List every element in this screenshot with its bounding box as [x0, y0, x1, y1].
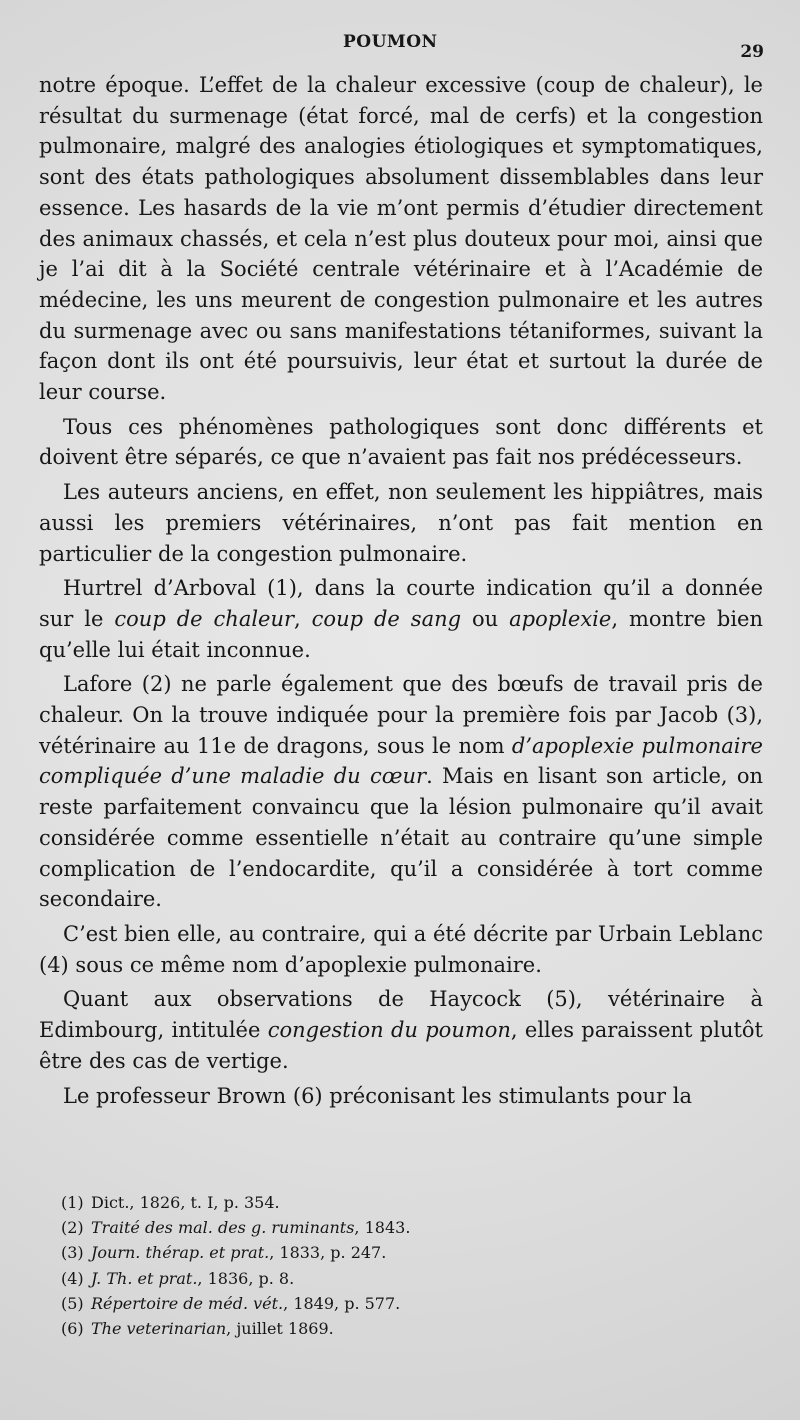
- page-number: 29: [740, 42, 764, 62]
- footnotes: [61, 1190, 761, 1341]
- footnote: [61, 1266, 761, 1291]
- footnote-title: Journ. thérap. et prat.: [91, 1243, 270, 1263]
- footnote-title: The veterinarian: [91, 1319, 227, 1339]
- text-run: ou: [461, 606, 510, 631]
- page-header: [0, 30, 800, 60]
- footnote-text: Dict., 1826, t. I, p. 354.: [91, 1193, 280, 1212]
- footnote-text: , juillet 1869.: [226, 1319, 334, 1339]
- italic-term: d’apoplexie pulmonaire compliquée d’une maladie du cœur: [39, 733, 763, 789]
- footnote-number: (6): [61, 1319, 84, 1339]
- text-run: Hurtrel d’Arboval (1), dans la courte indication qu’il a donnée sur le: [39, 576, 763, 631]
- text-run: , montre bien qu’elle lui était inconnue.: [39, 606, 763, 662]
- paragraph: [39, 573, 763, 665]
- footnote-title: Répertoire de méd. vét.: [91, 1293, 284, 1313]
- footnote: [61, 1215, 761, 1240]
- paragraph: Les auteurs anciens, en effet, non seulement les hippiâtres, mais aussi les premiers vétérinaires, n’ont pas fait mention en particulier de la congestion pulmonaire.: [39, 480, 763, 566]
- main-text: [39, 70, 763, 1115]
- footnote-title: J. Th. et prat.: [91, 1268, 198, 1288]
- footnote-number: (4): [61, 1268, 84, 1288]
- footnote-text: , 1849, p. 577.: [283, 1293, 401, 1313]
- footnote-number: (1): [61, 1193, 84, 1212]
- text-run: ,: [294, 606, 312, 631]
- paragraph: notre époque. L’effet de la chaleur excessive (coup de chaleur), le résultat du surmenage (état forcé, mal de cerfs) et la congestion pulmonaire, malgré des analogies étiologiques et symptomatiques, sont des états pathologiques absolument dissemblables dans leur essence. Les hasards de la vie m’ont permis d’étudier directement des animaux chassés, et cela n’est plus douteux pour moi, ainsi que je l’ai dit à la Société centrale vétérinaire et à l’Académie de médecine, les uns meurent de congestion pulmonaire et les autres du surmenage avec ou sans manifestations tétaniformes, suivant la façon dont ils ont été poursuivis, leur état et surtout la durée de leur course.: [39, 73, 763, 405]
- footnote-number: (5): [61, 1293, 84, 1313]
- footnote: [61, 1190, 761, 1215]
- paragraph: Le professeur Brown (6) préconisant les stimulants pour la: [63, 1083, 692, 1108]
- italic-term: coup de sang: [311, 606, 462, 631]
- italic-term: coup de chaleur: [114, 606, 295, 631]
- paragraph: C’est bien elle, au contraire, qui a été décrite par Urbain Leblanc (4) sous ce même nom d’apoplexie pulmonaire.: [39, 921, 763, 977]
- footnote-number: (3): [61, 1243, 84, 1263]
- footnote-title: Traité des mal. des g. ruminants: [91, 1218, 355, 1238]
- footnote-text: , 1833, p. 247.: [269, 1243, 387, 1263]
- paragraph: [39, 984, 763, 1076]
- footnote: [61, 1240, 761, 1265]
- footnote-number: (2): [61, 1218, 84, 1238]
- footnote-text: , 1836, p. 8.: [197, 1268, 295, 1288]
- italic-term: congestion du poumon: [267, 1018, 511, 1043]
- text-run: , elles paraissent plutôt être des cas de vertige.: [39, 1018, 763, 1073]
- text-run: Quant aux observations de Haycock (5), vétérinaire à Edimbourg, intitulée: [39, 987, 763, 1043]
- text-run: Lafore (2) ne parle également que des bœufs de travail pris de chaleur. On la trouve indiquée pour la première fois par Jacob (3), vétérinaire au 11e de dragons, sous le nom: [39, 672, 763, 758]
- paragraph: [39, 669, 763, 915]
- footnote-text: , 1843.: [354, 1218, 411, 1238]
- italic-term: apoplexie: [509, 606, 612, 631]
- text-run: . Mais en lisant son article, on reste parfaitement convaincu que la lésion pulmonaire qu’il avait considérée comme essentielle n’était au contraire qu’une simple complication de l’endocardite, qu’il a considérée à tort comme secondaire.: [39, 764, 763, 912]
- footnote: [61, 1316, 761, 1341]
- paragraph: Tous ces phénomènes pathologiques sont donc différents et doivent être séparés, ce que n’avaient pas fait nos prédécesseurs.: [39, 414, 763, 470]
- footnote: [61, 1291, 761, 1316]
- running-head: POUMON: [343, 32, 438, 52]
